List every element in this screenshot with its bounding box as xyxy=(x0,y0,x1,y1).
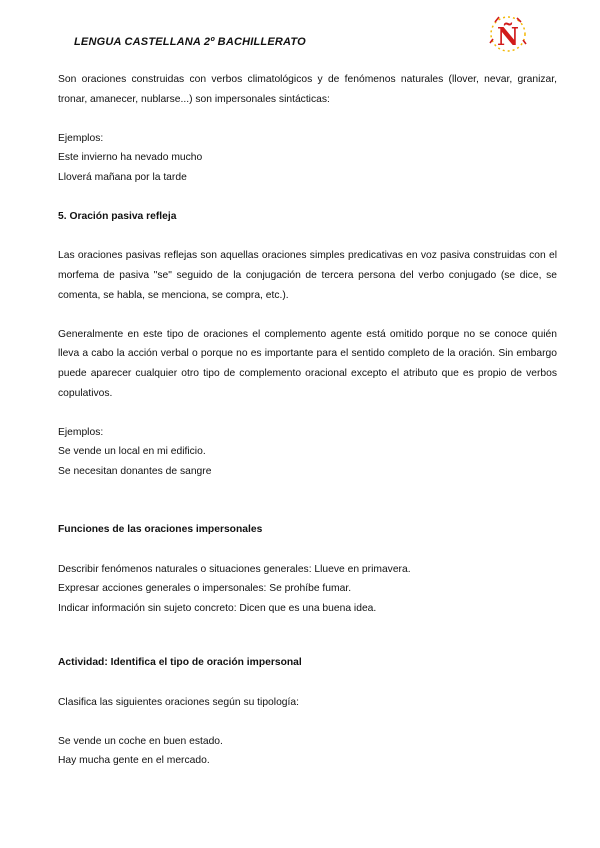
section5-heading: 5. Oración pasiva refleja xyxy=(58,211,177,223)
document-body xyxy=(58,70,557,771)
funcion-item: Indicar información sin sujeto concreto: Dicen que es una buena idea. xyxy=(58,602,377,614)
actividad-heading: Actividad: Identifica el tipo de oración impersonal xyxy=(58,657,302,669)
example-item: Este invierno ha nevado mucho xyxy=(58,152,203,164)
intro-paragraph: Son oraciones construidas con verbos climatológicos y de fenómenos naturales (llover, nevar, granizar, tronar, amanecer, nublarse...) son impersonales sintácticas: xyxy=(58,74,557,105)
examples1-label: Ejemplos: xyxy=(58,132,104,144)
example-item: Se vende un local en mi edificio. xyxy=(58,446,206,458)
funcion-item: Describir fenómenos naturales o situaciones generales: Llueve en primavera. xyxy=(58,563,411,575)
actividad-item: Se vende un coche en buen estado. xyxy=(58,735,223,747)
pasiva-paragraph: Las oraciones pasivas reflejas son aquellas oraciones simples predicativas en voz pasiva construidas con el morfema de pasiva "se" seguido de la conjugación de tercera persona del verbo conjugado (se dice, se comenta, se habla, se menciona, se compra, etc.). xyxy=(58,250,557,301)
actividad-item: Hay mucha gente en el mercado. xyxy=(58,755,210,767)
examples2-label: Ejemplos: xyxy=(58,426,104,438)
generalmente-paragraph: Generalmente en este tipo de oraciones el complemento agente está omitido porque no se conoce quién lleva a cabo la acción verbal o porque no es importante para el sentido completo de la oración. Sin embargo puede aparecer cualquier otro tipo de complemento oracional excepto el atributo que es propio de verbos copulativos. xyxy=(58,328,557,399)
logo-letter: Ñ xyxy=(497,22,519,51)
example-item: Se necesitan donantes de sangre xyxy=(58,465,212,477)
funcion-item: Expresar acciones generales o impersonales: Se prohíbe fumar. xyxy=(58,583,352,595)
header-title: LENGUA CASTELLANA 2º BACHILLERATO xyxy=(74,36,306,48)
spanish-n-logo-icon xyxy=(487,13,529,53)
example-item: Lloverá mañana por la tarde xyxy=(58,171,187,183)
funciones-heading: Funciones de las oraciones impersonales xyxy=(58,524,263,536)
actividad-instruction: Clasifica las siguientes oraciones según su tipología: xyxy=(58,696,299,708)
